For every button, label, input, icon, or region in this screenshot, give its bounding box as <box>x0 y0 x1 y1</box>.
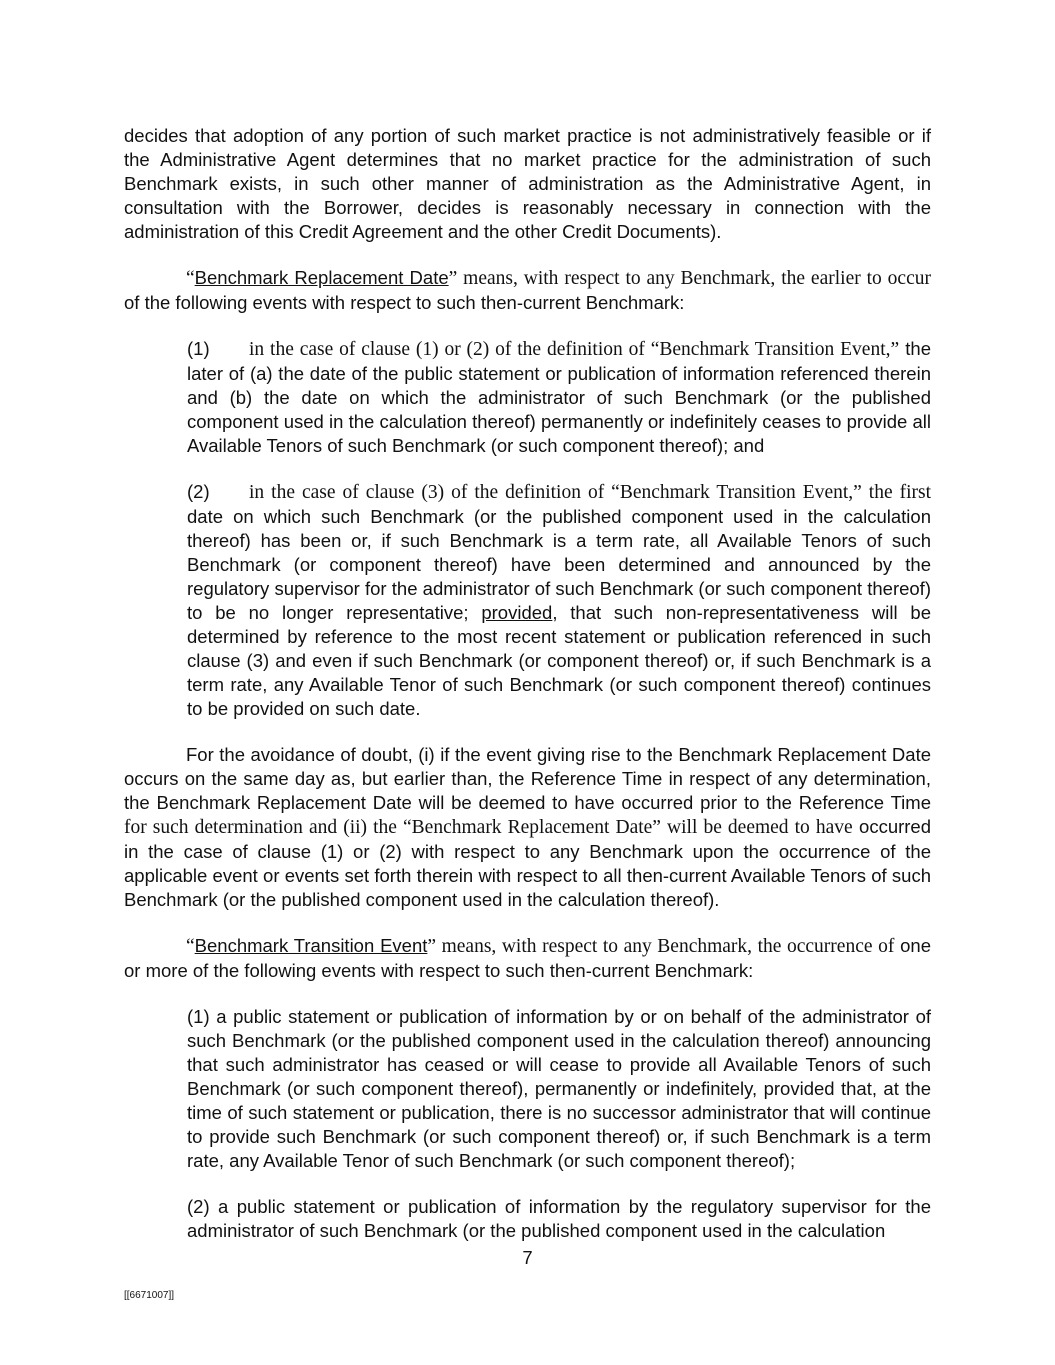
list-item-bte-2: (2) a public statement or publication of information by the regulatory supervisor for the administrator of such Benchmark (or the published component used in the calculation <box>187 1196 931 1241</box>
open-quote: “ <box>186 268 195 289</box>
avoidance-text-continued: occurred in the case of clause (1) or (2) with respect to any Benchmark upon the occurrence of the applicable event or events set forth therein with respect to all then-current Available Tenors of such Benchmark (or the published component used in the calculation thereof). <box>124 816 932 910</box>
avoidance-text: For the avoidance of doubt, (i) if the event giving rise to the Benchmark Replacement Date occurs on the same day as, but earlier than, the Reference Time in respect of any determination, the Benchmark Replacement Date will be deemed to have occurred prior to the Reference Time <box>124 744 931 813</box>
definition-rest: of the following events with respect to such then-current Benchmark: <box>124 292 685 313</box>
paragraph-intro: decides that adoption of any portion of such market practice is not administratively feasible or if the Administrative Agent determines that no market practice for the administration of such Benchmark exists, in such other manner of administration as the Administrative Agent, in consultation with the Borrower, decides is reasonably necessary in connection with the administration of this Credit Agreement and the other Credit Documents). <box>124 125 931 242</box>
definition-benchmark-replacement-date <box>124 266 931 315</box>
item-text: the later of (a) the date of the public statement or publication of information referenced therein and (b) the date on which the administrator of such Benchmark (or the published component used in the calculation thereof) permanently or indefinitely ceases to provide all Available Tenors of such Benchmark (or such component thereof); and <box>187 338 932 456</box>
item-text: date on which such Benchmark (or the published component used in the calculation thereof) has been or, if such Benchmark is a term rate, all Available Tenors of such Benchmark (or component thereof) have been determined and announced by the regulatory supervisor for the administrator of such Benchmark (or such component thereof) to be no longer representative; <box>187 506 931 623</box>
defined-term-benchmark-transition-event: Benchmark Transition Event <box>194 935 428 956</box>
list-item-brd-2 <box>187 480 931 721</box>
list-item-bte-1: (1) a public statement or publication of information by or on behalf of the administrator of such Benchmark (or the published component used in the calculation thereof) announcing that such administrator has ceased or will cease to provide all Available Tenors of such Benchmark (or such component thereof), permanently or indefinitely, provided that, at the time of such statement or publication, there is no successor administrator that will continue to provide such Benchmark (or such component thereof) or, if such Benchmark is a term rate, any Available Tenor of such Benchmark (or such component thereof); <box>187 1006 931 1171</box>
avoidance-serif-line: for such determination and (ii) the “Benchmark Replacement Date” will be deemed to have <box>124 817 853 838</box>
item-lead: in the case of clause (1) or (2) of the definition of “Benchmark Transition Event,” <box>249 339 900 360</box>
document-id: [[6671007]] <box>124 1290 175 1301</box>
paragraph-avoidance-of-doubt <box>124 743 931 912</box>
item-number: (1) <box>187 338 210 359</box>
definition-rest: one or more of the following events with respect to such then-current Benchmark: <box>124 935 932 981</box>
document-body <box>124 124 931 1265</box>
list-item-brd-1 <box>187 337 931 458</box>
page-number: 7 <box>522 1247 533 1268</box>
defined-term-benchmark-replacement-date: Benchmark Replacement Date <box>194 267 449 288</box>
definition-benchmark-transition-event <box>124 934 931 983</box>
means-clause: ” means, with respect to any Benchmark, the earlier to occur <box>448 268 931 289</box>
provided-term: provided <box>481 602 553 623</box>
item-text-continued: , that such non-representativeness will be determined by reference to the most recent statement or publication referenced in such clause (3) and even if such Benchmark (or component thereof) or, if such Benchmark is a term rate, any Available Tenor of such Benchmark (or such component thereof) continues to be provided on such date. <box>187 602 931 719</box>
means-clause: ” means, with respect to any Benchmark, the occurrence of <box>427 936 895 957</box>
item-lead: in the case of clause (3) of the definition of “Benchmark Transition Event,” the first <box>249 482 931 503</box>
open-quote: “ <box>186 936 195 957</box>
item-number: (2) <box>187 481 210 502</box>
